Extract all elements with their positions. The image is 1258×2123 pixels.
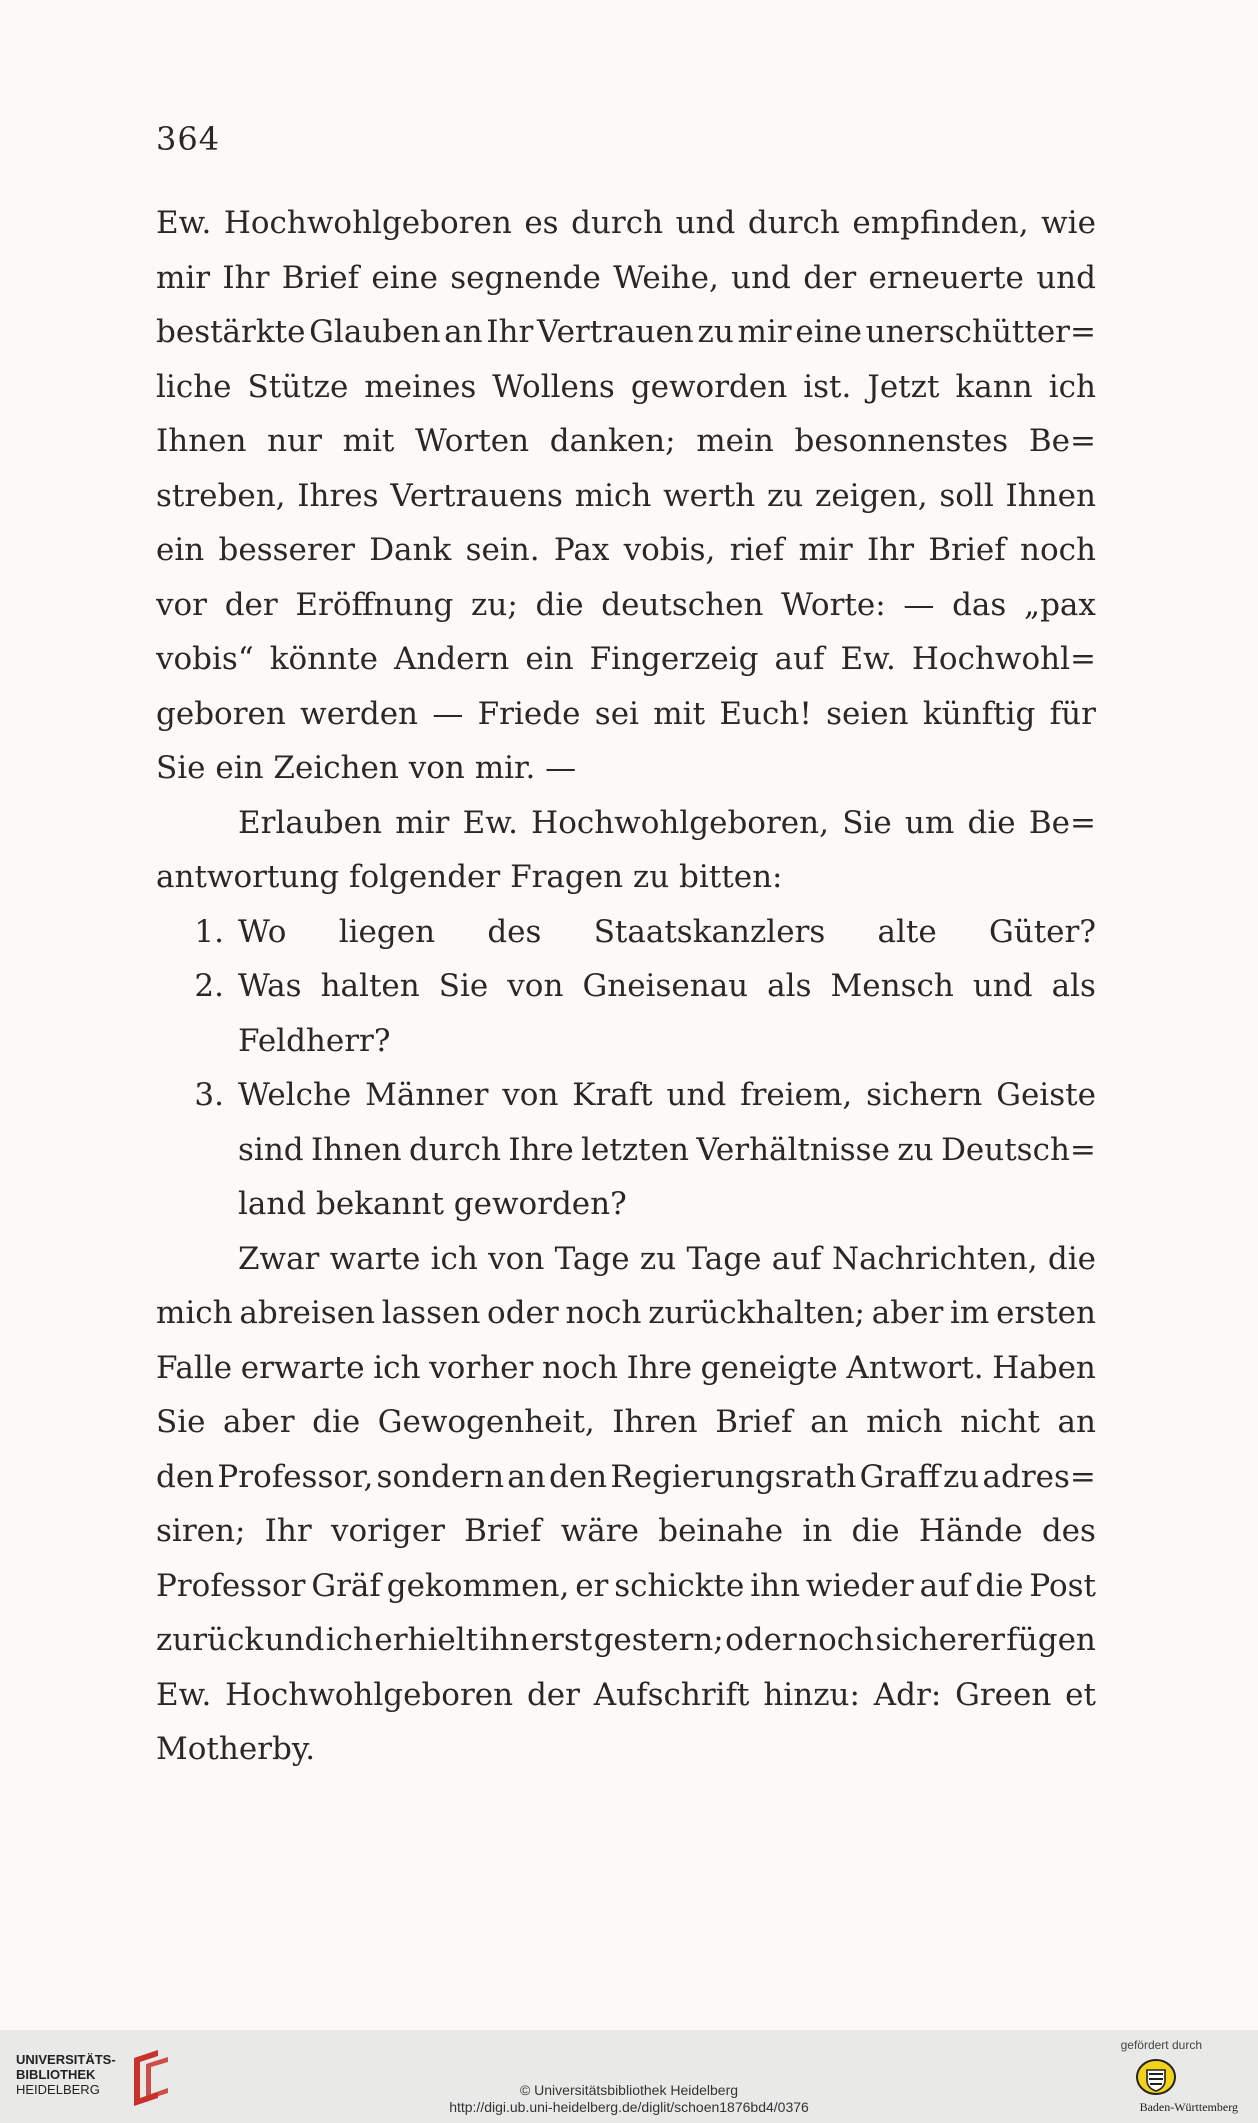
word: geneigte <box>700 1349 838 1386</box>
word: die <box>312 1404 361 1440</box>
state-name: Baden-Württemberg <box>1139 2100 1238 2114</box>
word: Staatskanzlers <box>593 913 826 950</box>
question-line <box>156 905 1096 960</box>
word: geworden <box>630 368 788 405</box>
word: Ew. <box>156 1676 212 1713</box>
word: lassen <box>381 1295 481 1331</box>
word: noch <box>565 1295 642 1331</box>
word: als <box>767 968 812 1004</box>
word: könnte <box>269 641 378 677</box>
word: der <box>803 259 857 296</box>
paragraph-3-last-line: Motherby. <box>156 1731 316 1767</box>
word: Was <box>238 968 302 1004</box>
word: Brief <box>715 1404 793 1440</box>
word: noch <box>1020 532 1096 568</box>
word: werden <box>300 695 419 732</box>
word: ich <box>373 1349 421 1386</box>
word: Tage <box>554 1240 630 1277</box>
word: Be= <box>1028 423 1096 459</box>
word: Fingerzeig <box>589 641 759 677</box>
word: Ihres <box>297 477 379 514</box>
word: für <box>1049 695 1096 732</box>
word: wäre <box>560 1513 639 1549</box>
word: Sie <box>156 1404 206 1440</box>
word: Ihnen <box>1005 477 1096 514</box>
word: zurück <box>156 1622 264 1658</box>
word: sicherer <box>875 1622 1005 1658</box>
word: den <box>548 1458 608 1495</box>
text-line <box>156 414 1096 469</box>
word: künftig <box>922 695 1036 732</box>
word: letzten <box>581 1131 689 1168</box>
word: Adr: <box>873 1676 942 1713</box>
word: Hochwohlgeboren, <box>531 804 829 841</box>
word: an <box>444 314 483 350</box>
word: von <box>507 968 564 1004</box>
word: Professor <box>156 1567 306 1604</box>
state-coat-of-arms-icon <box>1136 2058 1176 2096</box>
word: alte <box>877 913 937 950</box>
word: eine <box>371 259 438 296</box>
word: auf <box>771 1240 822 1277</box>
text-line <box>156 305 1096 360</box>
word: Vertrauens <box>390 477 563 514</box>
word: Ihnen <box>156 423 247 459</box>
text-line <box>156 523 1096 578</box>
word: Gewogenheit, <box>377 1404 595 1440</box>
word: von <box>502 1077 559 1113</box>
question-number: 3. <box>194 1077 224 1113</box>
word: und <box>675 205 736 241</box>
word: Welche <box>238 1077 352 1113</box>
word: vobis, <box>623 532 716 568</box>
word: Eröffnung <box>295 586 454 623</box>
word: hinzu: <box>763 1676 860 1713</box>
word: Worten <box>415 423 530 459</box>
text-line <box>156 1668 1096 1723</box>
word: Kraft <box>572 1077 653 1113</box>
question-text <box>238 1123 1096 1178</box>
word: nur <box>267 423 322 459</box>
word: er <box>575 1567 609 1604</box>
word: Hochwohl= <box>911 641 1096 677</box>
word: vobis“ <box>156 641 254 677</box>
library-name-line2: BIBLIOTHEK <box>16 2067 96 2082</box>
word: fügen <box>1006 1622 1096 1658</box>
word: Andern <box>393 641 510 677</box>
word: der <box>224 586 278 623</box>
word: und <box>264 1622 325 1658</box>
word: gestern; <box>593 1622 724 1658</box>
word: ihn <box>479 1622 530 1658</box>
text-line <box>156 1450 1096 1505</box>
word: Ew. <box>840 641 896 677</box>
word: sondern <box>376 1458 505 1495</box>
word: das <box>952 586 1007 623</box>
word: mit <box>342 423 395 459</box>
question-number: 2. <box>194 968 224 1004</box>
copyright-text: © Universitätsbibliothek Heidelberg <box>519 2082 739 2098</box>
word: und <box>666 1077 727 1113</box>
word: Güter? <box>989 913 1096 950</box>
word: eine <box>795 314 862 350</box>
word: der <box>526 1676 580 1713</box>
word: freiem, <box>740 1077 853 1113</box>
word: abreisen <box>239 1295 376 1331</box>
word: Sie <box>438 968 489 1004</box>
text-line <box>156 632 1096 687</box>
word: zu <box>697 314 734 350</box>
word: Friede <box>477 695 581 732</box>
word: und <box>1036 259 1096 296</box>
question-text <box>238 1068 1096 1123</box>
paragraph-1 <box>156 196 1096 741</box>
word: schickte <box>614 1567 745 1604</box>
word: gekommen, <box>386 1567 570 1604</box>
question-text <box>238 905 1096 960</box>
word: soll <box>939 477 994 514</box>
word: wieder <box>805 1567 914 1604</box>
word: Euch! <box>719 695 812 732</box>
word: meines <box>364 368 477 405</box>
word: im <box>950 1295 990 1331</box>
text-line <box>156 796 1096 851</box>
word: Gräf <box>311 1567 381 1604</box>
word: danken; <box>549 423 676 459</box>
word: Dank <box>369 532 452 568</box>
word: ein <box>156 532 205 568</box>
word: die <box>851 1513 900 1549</box>
word: die <box>1047 1240 1096 1277</box>
word: ihn <box>750 1567 801 1604</box>
word: bestärkte <box>156 314 306 350</box>
word: — <box>903 586 935 623</box>
word: „pax <box>1024 586 1096 623</box>
library-name-line3: HEIDELBERG <box>16 2082 100 2097</box>
text-line <box>156 1395 1096 1450</box>
word: oder <box>487 1295 559 1331</box>
text-line <box>156 1341 1096 1396</box>
word: Zwar <box>238 1240 320 1277</box>
word: liegen <box>338 913 436 950</box>
word: ich <box>1048 368 1096 405</box>
word: mit <box>653 695 706 732</box>
word: unerschütter= <box>865 314 1096 350</box>
word: sei <box>594 695 639 732</box>
word: mich <box>574 477 652 514</box>
word: den <box>156 1458 215 1495</box>
word: Männer <box>365 1077 489 1113</box>
word: ich <box>430 1240 478 1277</box>
word: Post <box>1029 1567 1096 1604</box>
word: an <box>507 1458 546 1495</box>
word: mein <box>696 423 774 459</box>
word: Ihr <box>264 1513 312 1549</box>
question-text <box>238 959 1096 1014</box>
word: Worte: <box>781 586 886 623</box>
word: wie <box>1041 205 1096 241</box>
text-line <box>156 687 1096 742</box>
word: auf <box>774 641 825 677</box>
word: erneuerte <box>868 259 1024 296</box>
word: nicht <box>960 1404 1040 1440</box>
word: ersten <box>996 1295 1096 1331</box>
text-line <box>156 1559 1096 1614</box>
word: Stütze <box>247 368 349 405</box>
word: Ew. <box>156 205 212 241</box>
word: und <box>972 968 1033 1004</box>
word: liche <box>156 368 232 405</box>
word: Erlauben <box>238 804 382 841</box>
word: geboren <box>156 695 286 732</box>
text-body <box>156 196 1096 1777</box>
word: Ihnen <box>311 1131 402 1168</box>
word: zeigen, <box>814 477 928 514</box>
word: noch <box>798 1622 875 1658</box>
word: Ihre <box>626 1349 692 1386</box>
word: des <box>1041 1513 1096 1549</box>
word: die <box>535 586 584 623</box>
word: Deutsch= <box>941 1131 1096 1168</box>
word: noch <box>541 1349 618 1386</box>
paragraph-2-last-line: antwortung folgender Fragen zu bitten: <box>156 859 783 895</box>
word: Verhältnisse <box>696 1131 890 1168</box>
word: streben, <box>156 477 286 514</box>
word: aber <box>871 1295 944 1331</box>
word: Hochwohlgeboren <box>225 1676 514 1713</box>
word: Sie <box>842 804 892 841</box>
word: sein. <box>465 532 540 568</box>
page-number: 364 <box>156 120 221 158</box>
word: empfinden, <box>852 205 1029 241</box>
word: Jetzt <box>867 368 940 405</box>
word: vorher <box>429 1349 534 1386</box>
word: als <box>1051 968 1096 1004</box>
word: Hände <box>918 1513 1023 1549</box>
word: Antwort. <box>846 1349 984 1386</box>
word: ist. <box>803 368 852 405</box>
word: die <box>967 804 1016 841</box>
word: Aufschrift <box>593 1676 750 1713</box>
question-text-last: Feldherr? <box>238 1022 391 1059</box>
word: ich <box>325 1622 373 1658</box>
text-line <box>156 1504 1096 1559</box>
word: — <box>432 695 464 732</box>
text-line <box>156 1613 1096 1668</box>
word: an <box>1057 1404 1096 1440</box>
word: kann <box>955 368 1033 405</box>
word: mich <box>156 1295 233 1331</box>
word: erhielt <box>374 1622 479 1658</box>
word: Hochwohlgeboren <box>223 205 512 241</box>
word: Brief <box>928 532 1006 568</box>
word: seien <box>826 695 909 732</box>
text-line <box>156 196 1096 251</box>
word: rief <box>729 532 785 568</box>
word: ein <box>525 641 574 677</box>
word: die <box>975 1567 1024 1604</box>
word: mir <box>798 532 853 568</box>
word: deutschen <box>601 586 764 623</box>
word: Mensch <box>830 968 954 1004</box>
word: zu <box>897 1131 934 1168</box>
word: Graff <box>859 1458 940 1495</box>
text-line <box>156 251 1096 306</box>
question-list <box>156 905 1096 1232</box>
question-line <box>156 959 1096 1014</box>
word: Ew. <box>462 804 518 841</box>
word: erst <box>530 1622 593 1658</box>
word: an <box>810 1404 849 1440</box>
word: durch <box>571 205 664 241</box>
word: Geiste <box>996 1077 1096 1113</box>
word: Haben <box>992 1349 1096 1386</box>
library-name-line1: UNIVERSITÄTS- <box>16 2052 116 2067</box>
word: mich <box>866 1404 943 1440</box>
word: aber <box>223 1404 295 1440</box>
word: Be= <box>1028 804 1096 841</box>
word: Brief <box>464 1513 542 1549</box>
word: mir <box>737 314 792 350</box>
copyright-notice <box>0 2082 1258 2116</box>
word: besserer <box>218 532 355 568</box>
word: Ihren <box>612 1404 698 1440</box>
word: durch <box>408 1131 501 1168</box>
word: um <box>904 804 955 841</box>
word: Ihr <box>222 259 270 296</box>
word: vor <box>156 586 207 623</box>
paragraph-1-last-line: Sie ein Zeichen von mir. — <box>156 750 577 786</box>
word: beinahe <box>658 1513 784 1549</box>
word: besonnenstes <box>794 423 1009 459</box>
word: Ihre <box>508 1131 574 1168</box>
word: in <box>802 1513 833 1549</box>
word: adres= <box>982 1458 1096 1495</box>
word: voriger <box>330 1513 445 1549</box>
word: Wollens <box>492 368 615 405</box>
word: et <box>1065 1676 1096 1713</box>
word: mir <box>395 804 450 841</box>
word: und <box>731 259 791 296</box>
word: Brief <box>281 259 360 296</box>
word: Tage <box>686 1240 762 1277</box>
question-text-last: land bekannt geworden? <box>238 1186 627 1222</box>
word: Gneisenau <box>582 968 749 1004</box>
word: durch <box>747 205 840 241</box>
word: Glauben <box>309 314 441 350</box>
question-number <box>156 1123 238 1178</box>
word: Ihr <box>486 314 534 350</box>
text-line <box>156 1286 1096 1341</box>
word: erwarte <box>240 1349 365 1386</box>
word: Pax <box>553 532 610 568</box>
word: zurückhalten; <box>648 1295 866 1331</box>
word: Falle <box>156 1349 233 1386</box>
text-line <box>156 360 1096 415</box>
word: warte <box>329 1240 421 1277</box>
word: Green <box>955 1676 1052 1713</box>
footer-bar <box>0 2030 1258 2123</box>
word: zu <box>766 477 804 514</box>
source-url[interactable]: http://digi.ub.uni-heidelberg.de/diglit/schoen1876bd4/0376 <box>449 2099 809 2115</box>
word: segnende <box>450 259 601 296</box>
question-line <box>156 1123 1096 1178</box>
word: Nachrichten, <box>831 1240 1038 1277</box>
word: Vertrauen <box>537 314 694 350</box>
word: zu <box>639 1240 677 1277</box>
word: sichern <box>866 1077 983 1113</box>
word: es <box>524 205 559 241</box>
word: Weihe, <box>613 259 719 296</box>
word: halten <box>320 968 420 1004</box>
question-line <box>156 1068 1096 1123</box>
text-line <box>156 1232 1096 1287</box>
word: Ihr <box>867 532 915 568</box>
text-line <box>156 469 1096 524</box>
funded-by-label: gefördert durch <box>1120 2038 1202 2052</box>
word: auf <box>919 1567 970 1604</box>
word: werth <box>663 477 756 514</box>
paragraph-2 <box>156 796 1096 851</box>
word: oder <box>725 1622 797 1658</box>
word: des <box>487 913 542 950</box>
word: Regierungsrath <box>610 1458 857 1495</box>
word: Wo <box>238 913 287 950</box>
word: von <box>488 1240 545 1277</box>
word: siren; <box>156 1513 246 1549</box>
word: mir <box>156 259 211 296</box>
question-number: 1. <box>194 913 224 950</box>
word: Professor, <box>217 1458 374 1495</box>
paragraph-3 <box>156 1232 1096 1723</box>
word: zu <box>942 1458 980 1495</box>
word: zu; <box>471 586 518 623</box>
word: sind <box>238 1131 304 1168</box>
text-line <box>156 578 1096 633</box>
